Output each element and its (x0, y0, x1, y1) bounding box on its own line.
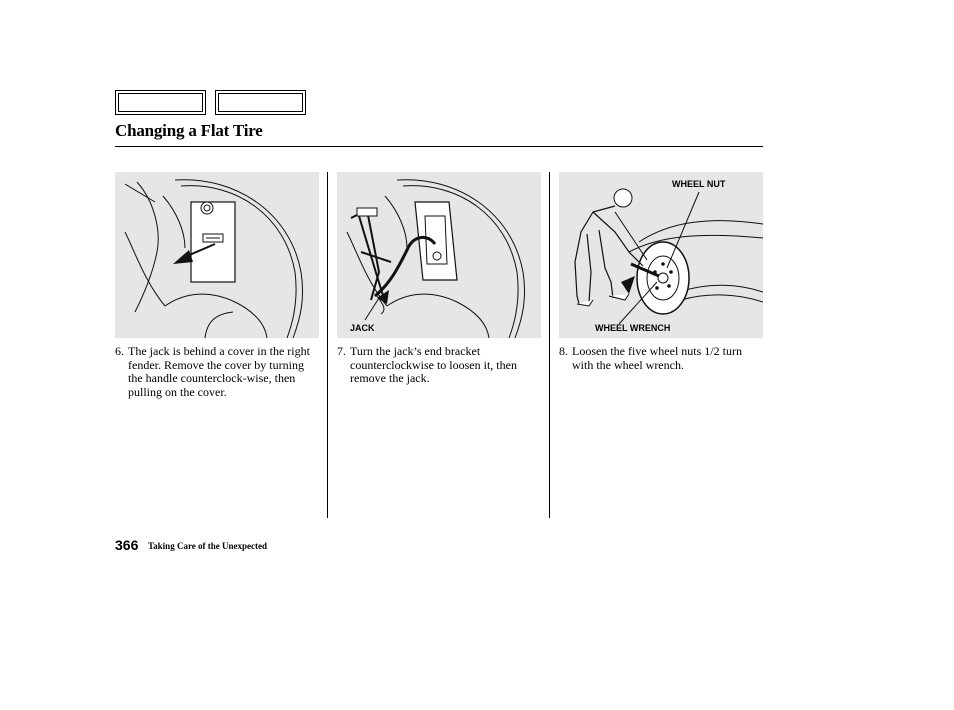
step-number: 8. (559, 344, 568, 358)
step-6 (115, 345, 321, 399)
step-7 (337, 345, 543, 386)
step-8 (559, 345, 765, 372)
figure-jack-cover (115, 172, 319, 338)
page-title: Changing a Flat Tire (115, 121, 263, 140)
step-number: 7. (337, 344, 346, 358)
fender-cover-illustration (115, 172, 319, 338)
section-title: Taking Care of the Unexpected (148, 541, 267, 551)
wheel-wrench-illustration (559, 172, 763, 338)
step-text: Loosen the five wheel nuts 1/2 turn with the wheel wrench. (572, 344, 742, 372)
step-text: Turn the jack’s end bracket counterclockwise to loosen it, then remove the jack. (350, 344, 517, 385)
callout-wheel-nut: WHEEL NUT (672, 179, 726, 189)
step-text: The jack is behind a cover in the right fender. Remove the cover by turning the handle counterclock-wise, then pulling on the cover. (128, 344, 310, 399)
column-divider-1 (327, 172, 328, 518)
jack-illustration (337, 172, 541, 338)
callout-jack: JACK (350, 323, 375, 333)
header-tab-box-2 (215, 90, 306, 115)
callout-wheel-wrench: WHEEL WRENCH (595, 323, 671, 333)
column-divider-2 (549, 172, 550, 518)
header-tab-box-1 (115, 90, 206, 115)
figure-wheel-wrench (559, 172, 763, 338)
figure-jack-removal (337, 172, 541, 338)
title-rule (115, 146, 763, 147)
page-number: 366 (115, 537, 139, 553)
step-number: 6. (115, 344, 124, 358)
